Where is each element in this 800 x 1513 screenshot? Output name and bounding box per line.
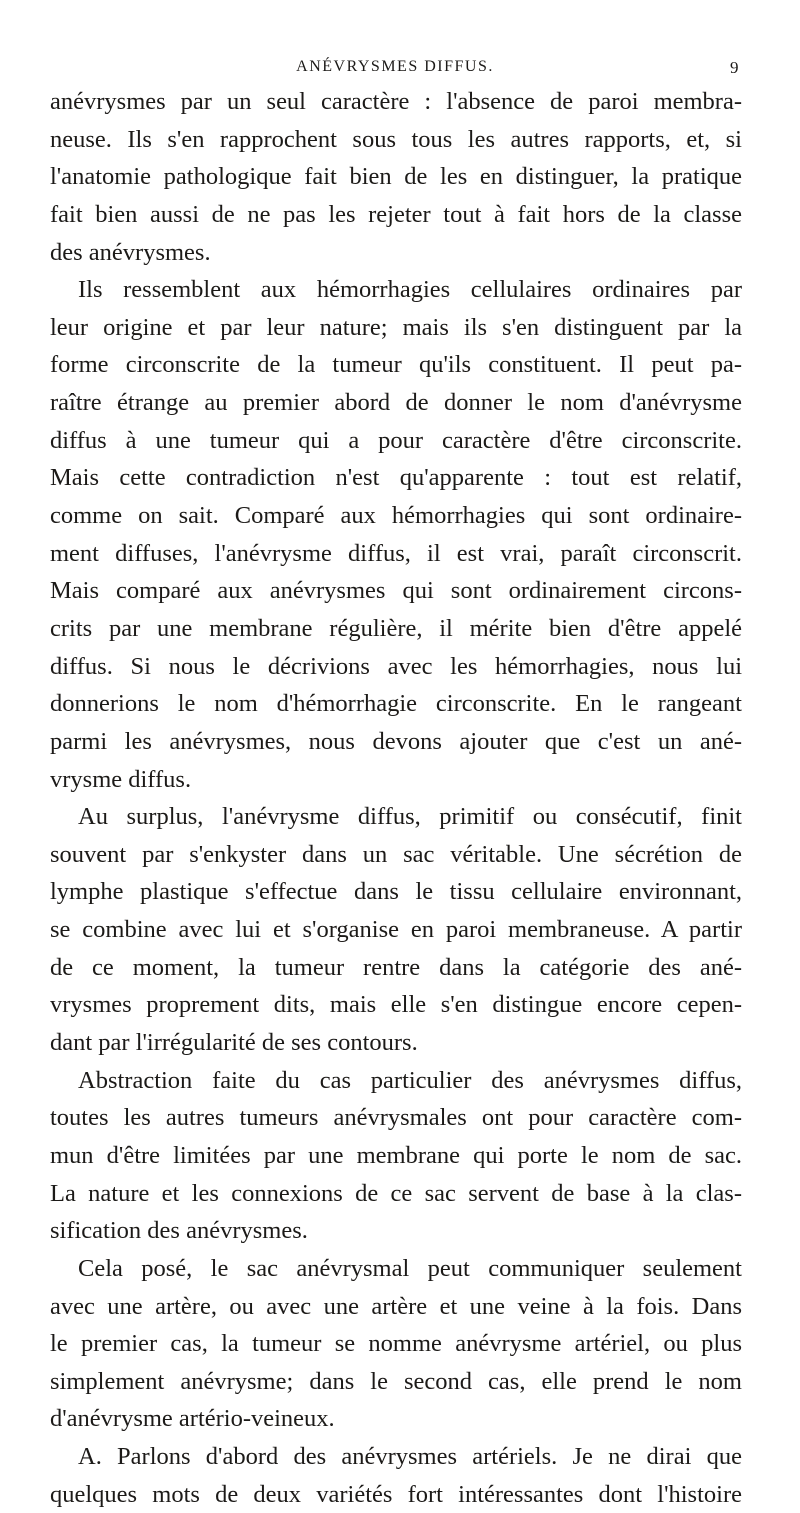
running-head (50, 58, 740, 80)
text-line: comme on sait. Comparé aux hémorrhagies qui sont ordinaire- (50, 502, 742, 530)
text-line: dant par l'irrégularité de ses contours. (50, 1029, 418, 1057)
text-line: simplement anévrysme; dans le second cas, elle prend le nom (50, 1367, 742, 1395)
text-line: neuse. Ils s'en rapprochent sous tous les autres rapports, et, si (50, 125, 742, 153)
text-line: Abstraction faite du cas particulier des anévrysmes diffus, (78, 1066, 742, 1094)
text-line: diffus. Si nous le décrivions avec les hémorrhagies, nous lui (50, 652, 742, 680)
text-line: se combine avec lui et s'organise en paroi membraneuse. A partir (50, 916, 742, 944)
body-text (50, 83, 742, 1513)
text-line: Mais comparé aux anévrysmes qui sont ordinairement circons- (50, 577, 742, 605)
page-number: 9 (730, 58, 740, 77)
text-line: Ils ressemblent aux hémorrhagies cellulaires ordinaires par (78, 276, 742, 304)
text-line: vrysme diffus. (50, 765, 192, 793)
running-title: ANÉVRYSMES DIFFUS. (296, 58, 494, 75)
text-line: Au surplus, l'anévrysme diffus, primitif ou consécutif, finit (78, 803, 742, 831)
text-line: toutes les autres tumeurs anévrysmales ont pour caractère com- (50, 1104, 742, 1132)
text-line: leur origine et par leur nature; mais ils s'en distinguent par la (50, 313, 742, 341)
text-line: sification des anévrysmes. (50, 1217, 308, 1245)
text-line: de ce moment, la tumeur rentre dans la catégorie des ané- (50, 953, 742, 981)
text-line: le premier cas, la tumeur se nomme anévrysme artériel, ou plus (50, 1330, 742, 1358)
text-line: souvent par s'enkyster dans un sac véritable. Une sécrétion de (50, 840, 742, 868)
text-line: Mais cette contradiction n'est qu'apparente : tout est relatif, (50, 464, 742, 492)
text-line: Cela posé, le sac anévrysmal peut communiquer seulement (78, 1254, 742, 1282)
text-line: parmi les anévrysmes, nous devons ajouter que c'est un ané- (50, 727, 742, 755)
text-line: des anévrysmes. (50, 238, 211, 266)
text-line: avec une artère, ou avec une artère et une veine à la fois. Dans (50, 1292, 742, 1320)
text-line: mun d'être limitées par une membrane qui porte le nom de sac. (50, 1141, 742, 1169)
text-line: quelques mots de deux variétés fort intéressantes dont l'histoire (50, 1480, 742, 1508)
text-line: lymphe plastique s'effectue dans le tissu cellulaire environnant, (50, 878, 742, 906)
text-line: donnerions le nom d'hémorrhagie circonscrite. En le rangeant (50, 690, 742, 718)
text-line: forme circonscrite de la tumeur qu'ils constituent. Il peut pa- (50, 351, 742, 379)
text-line: l'anatomie pathologique fait bien de les en distinguer, la pratique (50, 163, 742, 191)
text-line: crits par une membrane régulière, il mérite bien d'être appelé (50, 614, 742, 642)
text-line: vrysmes proprement dits, mais elle s'en distingue encore cepen- (50, 991, 742, 1019)
text-line: La nature et les connexions de ce sac servent de base à la clas- (50, 1179, 742, 1207)
text-line: anévrysmes par un seul caractère : l'absence de paroi membra- (50, 88, 742, 115)
text-line: raître étrange au premier abord de donner le nom d'anévrysme (50, 389, 742, 417)
text-line: fait bien aussi de ne pas les rejeter tout à fait hors de la classe (50, 200, 742, 228)
text-line: diffus à une tumeur qui a pour caractère d'être circonscrite. (50, 426, 742, 454)
text-line: ment diffuses, l'anévrysme diffus, il est vrai, paraît circonscrit. (50, 539, 742, 567)
text-line: d'anévrysme artério-veineux. (50, 1405, 335, 1433)
text-line: A. Parlons d'abord des anévrysmes artériels. Je ne dirai que (78, 1443, 742, 1471)
